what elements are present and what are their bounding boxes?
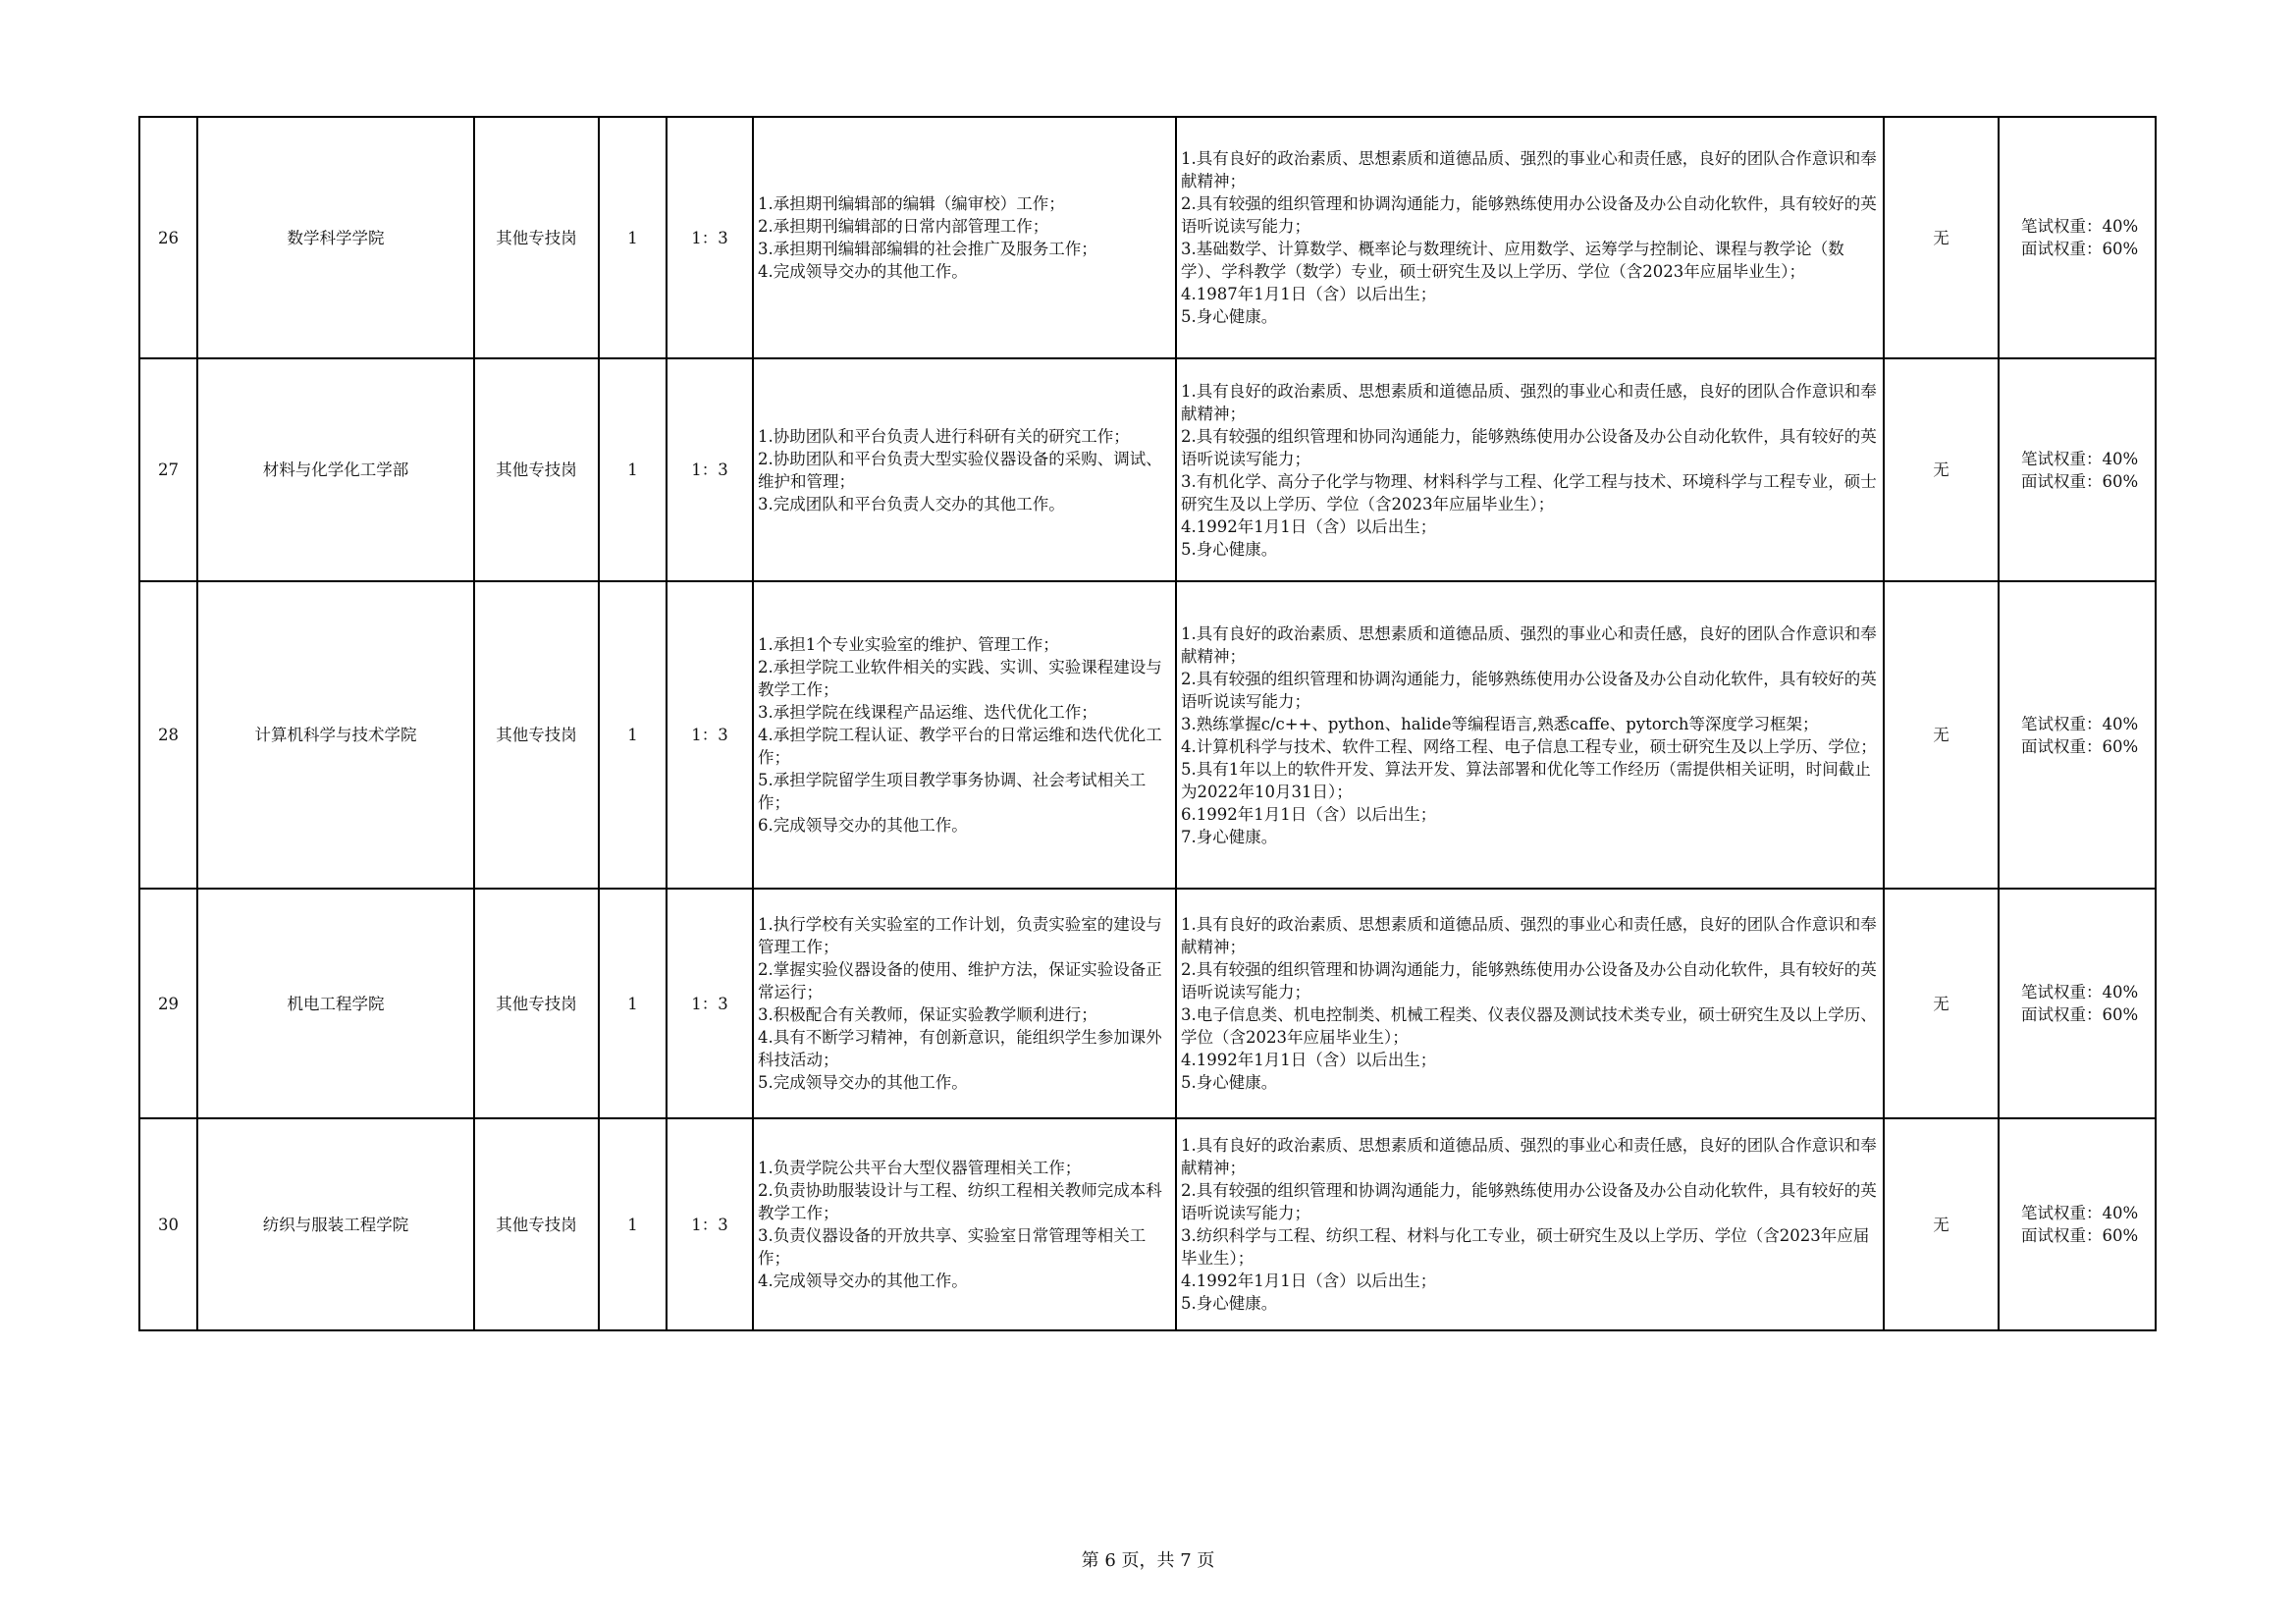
exam-ratio: 1：3 — [667, 117, 753, 358]
table-row — [139, 358, 2156, 581]
post-type: 其他专技岗 — [474, 581, 599, 889]
other-conditions: 无 — [1884, 358, 1999, 581]
row-number: 27 — [139, 358, 197, 581]
hiring-count: 1 — [599, 1118, 667, 1330]
post-type: 其他专技岗 — [474, 117, 599, 358]
table-row — [139, 581, 2156, 889]
other-conditions: 无 — [1884, 1118, 1999, 1330]
department-name: 机电工程学院 — [197, 889, 474, 1118]
hiring-count: 1 — [599, 581, 667, 889]
recruitment-table — [138, 116, 2157, 1331]
post-type: 其他专技岗 — [474, 889, 599, 1118]
other-conditions: 无 — [1884, 889, 1999, 1118]
job-duties: 1.承担期刊编辑部的编辑（编审校）工作； 2.承担期刊编辑部的日常内部管理工作； 3.承担期刊编辑部编辑的社会推广及服务工作； 4.完成领导交办的其他工作。 — [753, 117, 1176, 358]
exam-ratio: 1：3 — [667, 889, 753, 1118]
job-requirements: 1.具有良好的政治素质、思想素质和道德品质、强烈的事业心和责任感，良好的团队合作意识和奉献精神； 2.具有较强的组织管理和协调沟通能力，能够熟练使用办公设备及办公自动化软件，具有较好的英语听说读写能力； 3.熟练掌握c/c++、python、halide等编程语言,熟悉caffe、pytorch等深度学习框架； 4.计算机科学与技术、软件工程、网络工程、电子信息工程专业，硕士研究生及以上学历、学位； 5.具有1年以上的软件开发、算法开发、算法部署和优化等工作经历（需提供相关证明，时间截止为2022年10月31日）； 6.1992年1月1日（含）以后出生； 7.身心健康。 — [1176, 581, 1884, 889]
table-row — [139, 1118, 2156, 1330]
other-conditions: 无 — [1884, 581, 1999, 889]
exam-weights: 笔试权重：40% 面试权重：60% — [1999, 889, 2156, 1118]
table-row — [139, 117, 2156, 358]
post-type: 其他专技岗 — [474, 1118, 599, 1330]
row-number: 28 — [139, 581, 197, 889]
job-requirements: 1.具有良好的政治素质、思想素质和道德品质、强烈的事业心和责任感，良好的团队合作意识和奉献精神； 2.具有较强的组织管理和协调沟通能力，能够熟练使用办公设备及办公自动化软件，具有较好的英语听说读写能力； 3.纺织科学与工程、纺织工程、材料与化工专业，硕士研究生及以上学历、学位（含2023年应届毕业生）； 4.1992年1月1日（含）以后出生； 5.身心健康。 — [1176, 1118, 1884, 1330]
department-name: 材料与化学化工学部 — [197, 358, 474, 581]
row-number: 30 — [139, 1118, 197, 1330]
hiring-count: 1 — [599, 358, 667, 581]
row-number: 29 — [139, 889, 197, 1118]
hiring-count: 1 — [599, 889, 667, 1118]
job-requirements: 1.具有良好的政治素质、思想素质和道德品质、强烈的事业心和责任感，良好的团队合作意识和奉献精神； 2.具有较强的组织管理和协同沟通能力，能够熟练使用办公设备及办公自动化软件，具有较好的英语听说读写能力； 3.有机化学、高分子化学与物理、材料科学与工程、化学工程与技术、环境科学与工程专业，硕士研究生及以上学历、学位（含2023年应届毕业生）； 4.1992年1月1日（含）以后出生； 5.身心健康。 — [1176, 358, 1884, 581]
exam-weights: 笔试权重：40% 面试权重：60% — [1999, 1118, 2156, 1330]
exam-weights: 笔试权重：40% 面试权重：60% — [1999, 117, 2156, 358]
job-duties: 1.协助团队和平台负责人进行科研有关的研究工作； 2.协助团队和平台负责大型实验仪器设备的采购、调试、维护和管理； 3.完成团队和平台负责人交办的其他工作。 — [753, 358, 1176, 581]
post-type: 其他专技岗 — [474, 358, 599, 581]
exam-weights: 笔试权重：40% 面试权重：60% — [1999, 581, 2156, 889]
department-name: 数学科学学院 — [197, 117, 474, 358]
exam-ratio: 1：3 — [667, 1118, 753, 1330]
job-duties: 1.负责学院公共平台大型仪器管理相关工作； 2.负责协助服装设计与工程、纺织工程相关教师完成本科教学工作； 3.负责仪器设备的开放共享、实验室日常管理等相关工作； 4.完成领导交办的其他工作。 — [753, 1118, 1176, 1330]
other-conditions: 无 — [1884, 117, 1999, 358]
exam-ratio: 1：3 — [667, 581, 753, 889]
exam-weights: 笔试权重：40% 面试权重：60% — [1999, 358, 2156, 581]
hiring-count: 1 — [599, 117, 667, 358]
department-name: 计算机科学与技术学院 — [197, 581, 474, 889]
row-number: 26 — [139, 117, 197, 358]
job-duties: 1.执行学校有关实验室的工作计划，负责实验室的建设与管理工作； 2.掌握实验仪器设备的使用、维护方法，保证实验设备正常运行； 3.积极配合有关教师，保证实验教学顺利进行； 4.具有不断学习精神，有创新意识，能组织学生参加课外科技活动； 5.完成领导交办的其他工作。 — [753, 889, 1176, 1118]
job-requirements: 1.具有良好的政治素质、思想素质和道德品质、强烈的事业心和责任感，良好的团队合作意识和奉献精神； 2.具有较强的组织管理和协调沟通能力，能够熟练使用办公设备及办公自动化软件，具有较好的英语听说读写能力； 3.基础数学、计算数学、概率论与数理统计、应用数学、运筹学与控制论、课程与教学论（数学）、学科教学（数学）专业，硕士研究生及以上学历、学位（含2023年应届毕业生）； 4.1987年1月1日（含）以后出生； 5.身心健康。 — [1176, 117, 1884, 358]
table-row — [139, 889, 2156, 1118]
page-number-footer: 第 6 页，共 7 页 — [1081, 1550, 1215, 1571]
job-duties: 1.承担1个专业实验室的维护、管理工作； 2.承担学院工业软件相关的实践、实训、实验课程建设与教学工作； 3.承担学院在线课程产品运维、迭代优化工作； 4.承担学院工程认证、教学平台的日常运维和迭代优化工作； 5.承担学院留学生项目教学事务协调、社会考试相关工作； 6.完成领导交办的其他工作。 — [753, 581, 1176, 889]
department-name: 纺织与服装工程学院 — [197, 1118, 474, 1330]
exam-ratio: 1：3 — [667, 358, 753, 581]
job-requirements: 1.具有良好的政治素质、思想素质和道德品质、强烈的事业心和责任感，良好的团队合作意识和奉献精神； 2.具有较强的组织管理和协调沟通能力，能够熟练使用办公设备及办公自动化软件，具有较好的英语听说读写能力； 3.电子信息类、机电控制类、机械工程类、仪表仪器及测试技术类专业，硕士研究生及以上学历、学位（含2023年应届毕业生）； 4.1992年1月1日（含）以后出生； 5.身心健康。 — [1176, 889, 1884, 1118]
